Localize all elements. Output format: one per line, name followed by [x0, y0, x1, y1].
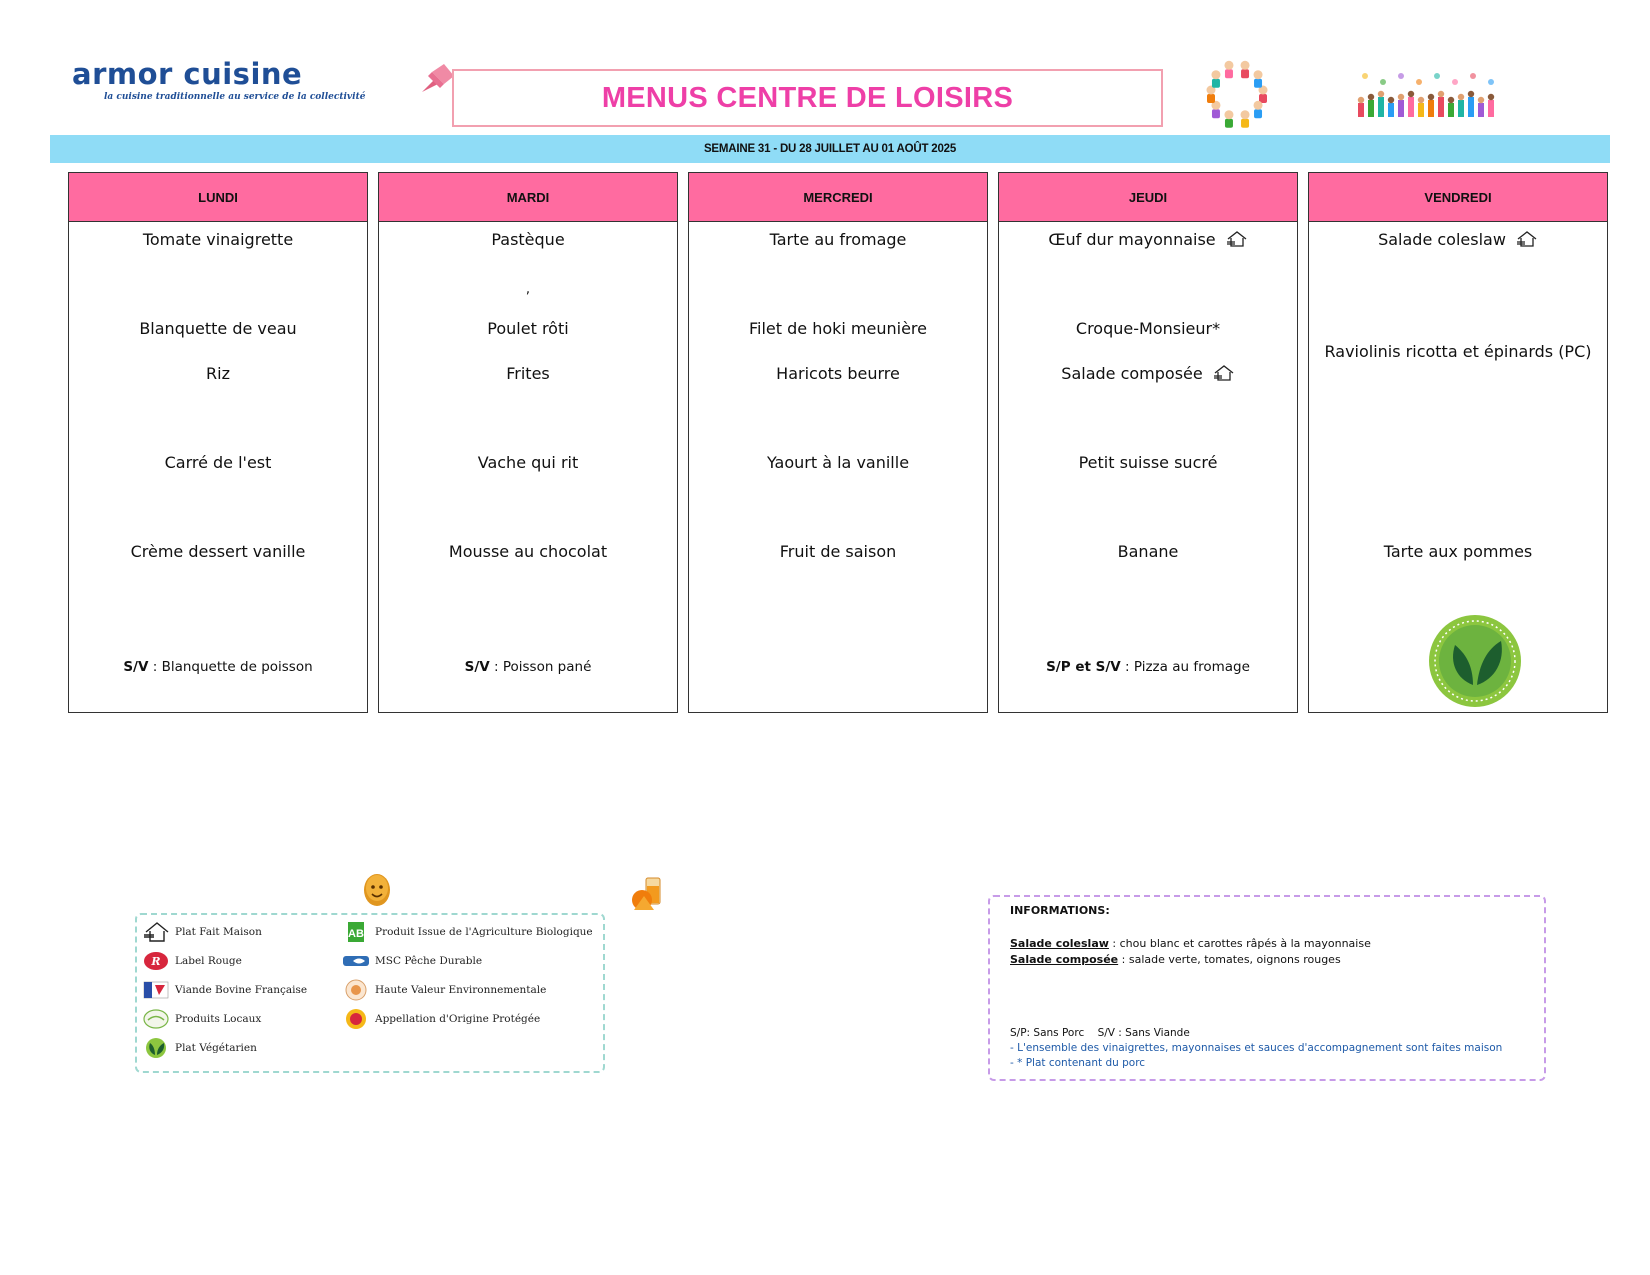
- plat-vegetarien-icon: [143, 1037, 169, 1059]
- cheese-label: Carré de l'est: [164, 452, 272, 472]
- info-composee-label: Salade composée: [1010, 953, 1119, 966]
- main-dish-label: Croque-Monsieur*: [1075, 318, 1221, 338]
- cheese-label: Vache qui rit: [477, 452, 579, 472]
- entree-label: Salade coleslaw: [1378, 229, 1506, 249]
- cheese: [689, 450, 987, 474]
- drawn-child-head: [1368, 94, 1374, 100]
- day-column-lundi: [68, 172, 368, 713]
- drawn-child-body: [1438, 97, 1444, 117]
- main-dish: [379, 316, 677, 340]
- armor-cuisine-logo: [72, 57, 366, 108]
- legend-item: [343, 1008, 540, 1030]
- legend-label: Produits Locaux: [175, 1013, 262, 1025]
- legend-item: [343, 921, 593, 943]
- legend-item: [143, 921, 262, 943]
- drawn-child-head: [1388, 97, 1394, 103]
- dessert-label: Banane: [1117, 541, 1179, 561]
- child-body: [1241, 119, 1249, 128]
- drawn-balloon: [1434, 73, 1440, 79]
- drawn-child-head: [1398, 94, 1404, 100]
- smiley-face-icon: [363, 873, 391, 907]
- entree-label: Pastèque: [491, 229, 565, 249]
- drawn-child-head: [1478, 97, 1484, 103]
- child-head: [1254, 70, 1263, 79]
- fait-maison-icon: [1516, 230, 1538, 248]
- drawn-child-head: [1418, 97, 1424, 103]
- day-header: [379, 173, 677, 222]
- dessert: [689, 539, 987, 563]
- legend-label: Viande Bovine Française: [175, 984, 308, 996]
- child-head: [1241, 110, 1250, 119]
- legend-item: [143, 1037, 257, 1059]
- alternative-tag: S/P et S/V: [1046, 659, 1121, 675]
- drawn-child-head: [1458, 94, 1464, 100]
- drawn-child-head: [1438, 91, 1444, 97]
- day-column-jeudi: [998, 172, 1298, 713]
- main-dish: [999, 316, 1297, 340]
- legend-label: Haute Valeur Environnementale: [375, 984, 547, 996]
- drawn-child-body: [1398, 100, 1404, 117]
- child-head: [1224, 61, 1233, 70]
- child-head: [1211, 70, 1220, 79]
- dessert-label: Mousse au chocolat: [448, 541, 608, 561]
- legend-label: Produit Issue de l'Agriculture Biologique: [375, 926, 593, 938]
- drawn-balloon: [1470, 73, 1476, 79]
- child-head: [1224, 110, 1233, 119]
- entree: [69, 227, 367, 251]
- children-circle-illustration: [1196, 58, 1278, 132]
- legend-item: [143, 950, 242, 972]
- child-head: [1254, 101, 1263, 110]
- haute-valeur-environnementale-icon: [343, 979, 369, 1001]
- drawn-balloon: [1416, 79, 1422, 85]
- main-dish-label: Raviolinis ricotta et épinards (PC): [1324, 341, 1592, 361]
- day-header: [999, 173, 1297, 222]
- child-body: [1212, 79, 1220, 88]
- cheese-label: Petit suisse sucré: [1078, 452, 1218, 472]
- info-composee: [1010, 953, 1341, 966]
- dessert: [999, 539, 1297, 563]
- side-dish-label: Frites: [506, 363, 550, 383]
- label-rouge-icon: [143, 950, 169, 972]
- legend-label: Appellation d'Origine Protégée: [375, 1013, 541, 1025]
- child-head: [1241, 61, 1250, 70]
- drawn-balloon: [1452, 79, 1458, 85]
- day-column-mardi: [378, 172, 678, 713]
- info-note-porc: - * Plat contenant du porc: [1010, 1057, 1146, 1069]
- main-dish: [69, 316, 367, 340]
- drawn-child-body: [1408, 97, 1414, 117]
- alternative-text: : Pizza au fromage: [1120, 659, 1250, 675]
- entree-label: Œuf dur mayonnaise: [1048, 229, 1216, 249]
- main-dish-label: Filet de hoki meunière: [748, 318, 927, 338]
- dessert: [69, 539, 367, 563]
- produits-locaux-icon: [143, 1008, 169, 1030]
- child-body: [1225, 119, 1233, 128]
- fait-maison-icon: [1226, 230, 1248, 248]
- alternative-tag: S/V: [123, 659, 149, 675]
- drawn-child-head: [1468, 91, 1474, 97]
- side-dish-label: Salade composée: [1061, 363, 1203, 383]
- drawn-child-body: [1428, 100, 1434, 117]
- drawn-child-body: [1458, 100, 1464, 117]
- svg-text:R: R: [151, 955, 161, 968]
- cheese: [379, 450, 677, 474]
- alternative-text: : Poisson pané: [489, 659, 592, 675]
- week-banner: [50, 135, 1610, 163]
- day-column-mercredi: [688, 172, 988, 713]
- day-column-vendredi: [1308, 172, 1608, 713]
- day-name: VENDREDI: [1424, 189, 1492, 205]
- svg-text:AB: AB: [348, 928, 364, 940]
- day-name: MARDI: [506, 189, 550, 205]
- drawn-child-body: [1468, 97, 1474, 117]
- drawn-child-head: [1428, 94, 1434, 100]
- dessert-label: Tarte aux pommes: [1383, 541, 1533, 561]
- informations-box: [988, 895, 1546, 1081]
- drawn-child-body: [1478, 103, 1484, 117]
- main-dish-label: Blanquette de veau: [139, 318, 297, 338]
- alternative-dish: [379, 659, 677, 675]
- legend-item: [143, 979, 307, 1001]
- drawn-child-body: [1388, 103, 1394, 117]
- drawn-child-head: [1488, 94, 1494, 100]
- side-dish: [999, 361, 1297, 385]
- legend-label: Plat Végétarien: [175, 1042, 257, 1054]
- side-dish: [689, 361, 987, 385]
- cheese-label: Yaourt à la vanille: [766, 452, 910, 472]
- menu-title-box: [452, 69, 1163, 127]
- drawn-balloon: [1362, 73, 1368, 79]
- dessert: [1309, 539, 1607, 563]
- plat-vegetarien-icon: [1427, 613, 1523, 709]
- entree-label: Tarte au fromage: [769, 229, 907, 249]
- legend-label: Plat Fait Maison: [175, 926, 262, 938]
- drawn-balloon: [1380, 79, 1386, 85]
- drawn-balloon: [1488, 79, 1494, 85]
- child-body: [1225, 69, 1233, 78]
- orange-juice-icon: [630, 874, 668, 914]
- side-dish: [379, 361, 677, 385]
- extra-mark: [379, 279, 677, 299]
- info-coleslaw-text: : chou blanc et carottes râpés à la mayonnaise: [1108, 937, 1371, 950]
- drawn-child-head: [1378, 91, 1384, 97]
- side-dish-label: Riz: [206, 363, 230, 383]
- drawn-child-head: [1408, 91, 1414, 97]
- drawn-child-body: [1448, 103, 1454, 117]
- day-header: [1309, 173, 1607, 222]
- entree-label: Tomate vinaigrette: [142, 229, 294, 249]
- day-header: [689, 173, 987, 222]
- fait-maison-icon: [1213, 364, 1235, 382]
- drawn-balloon: [1398, 73, 1404, 79]
- dessert-label: Fruit de saison: [779, 541, 897, 561]
- alternative-dish: [69, 659, 367, 675]
- day-name: MERCREDI: [803, 189, 873, 205]
- page-title: MENUS CENTRE DE LOISIRS: [601, 81, 1014, 114]
- alternative-dish: [999, 659, 1297, 675]
- day-header: [69, 173, 367, 222]
- info-note-sauces: - L'ensemble des vinaigrettes, mayonnaises et sauces d'accompagnement sont faites maison: [1010, 1042, 1503, 1054]
- cheese: [69, 450, 367, 474]
- main-dish-label: Poulet rôti: [487, 318, 569, 338]
- info-abbreviations: S/P: Sans Porc S/V : Sans Viande: [1010, 1027, 1190, 1039]
- fait-maison-icon: [143, 921, 169, 943]
- legend-item: [343, 950, 482, 972]
- logo-name: armor cuisine: [72, 57, 303, 91]
- extra-mark-label: ,: [525, 281, 531, 297]
- entree: [1309, 227, 1607, 251]
- day-name: JEUDI: [1128, 189, 1168, 205]
- cheese: [999, 450, 1297, 474]
- children-drawing-illustration: [1355, 68, 1505, 130]
- drawn-child-body: [1488, 100, 1494, 117]
- drawn-child-head: [1358, 97, 1364, 103]
- legend-label: Label Rouge: [175, 955, 242, 967]
- child-body: [1207, 94, 1215, 103]
- legend-item: [343, 979, 546, 1001]
- viande-bovine-francaise-icon: [143, 979, 169, 1001]
- drawn-child-body: [1378, 97, 1384, 117]
- child-body: [1254, 109, 1262, 118]
- dessert: [379, 539, 677, 563]
- informations-title: INFORMATIONS:: [1010, 904, 1110, 917]
- aop-icon: [343, 1008, 369, 1030]
- agriculture-biologique-icon: [343, 921, 369, 943]
- side-dish: [69, 361, 367, 385]
- day-name: LUNDI: [198, 189, 238, 205]
- week-label: SEMAINE 31 - DU 28 JUILLET AU 01 AOÛT 2025: [703, 143, 957, 155]
- legend-item: [143, 1008, 261, 1030]
- legend-label: MSC Pêche Durable: [375, 955, 483, 967]
- info-coleslaw: [1010, 937, 1371, 950]
- logo-tagline: la cuisine traditionnelle au service de la collectivité: [104, 92, 366, 102]
- drawn-child-body: [1358, 103, 1364, 117]
- side-dish-label: Haricots beurre: [776, 363, 900, 383]
- child-body: [1254, 79, 1262, 88]
- dessert-label: Crème dessert vanille: [130, 541, 306, 561]
- drawn-child-body: [1418, 103, 1424, 117]
- entree: [379, 227, 677, 251]
- info-composee-text: : salade verte, tomates, oignons rouges: [1118, 953, 1341, 966]
- drawn-child-head: [1448, 97, 1454, 103]
- main-dish: [689, 316, 987, 340]
- child-body: [1241, 69, 1249, 78]
- legend-box: [135, 913, 605, 1073]
- child-body: [1212, 109, 1220, 118]
- main-dish: [1309, 339, 1607, 363]
- alternative-text: : Blanquette de poisson: [148, 659, 313, 675]
- entree: [689, 227, 987, 251]
- entree: [999, 227, 1297, 251]
- msc-peche-durable-icon: [343, 950, 369, 972]
- info-coleslaw-label: Salade coleslaw: [1010, 937, 1109, 950]
- alternative-tag: S/V: [464, 659, 490, 675]
- drawn-child-body: [1368, 100, 1374, 117]
